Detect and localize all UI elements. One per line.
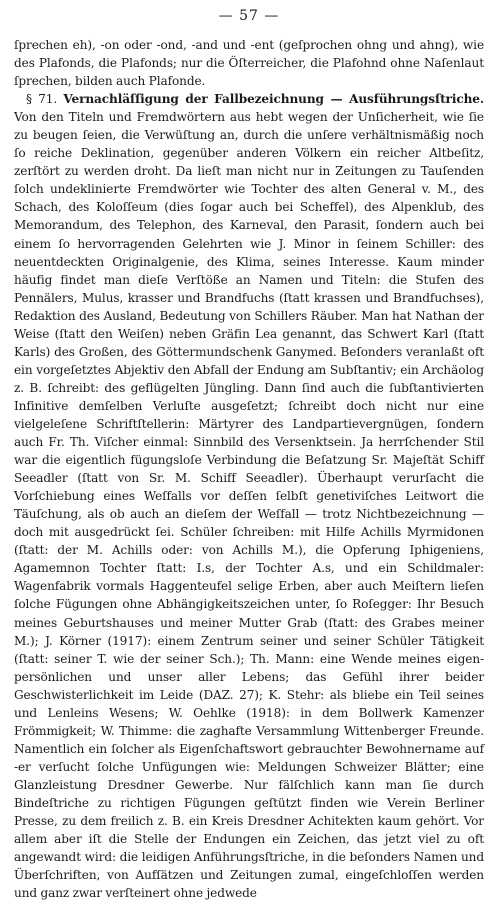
- section-paragraph: [14, 90, 484, 902]
- section-heading: Vernachläſſigung der Fallbezeichnung — Ausführungsſtriche.: [63, 92, 484, 107]
- page-body: [14, 36, 484, 902]
- section-number: § 71.: [26, 92, 58, 107]
- book-page: [14, 0, 484, 901]
- page-number: — 57 —: [218, 8, 280, 24]
- section-body: Von den Titeln und Fremdwörtern aus hebt wegen der Unſicherheit, wie ſie zu beugen ſeien, die Verwüſtung an, durch die unſere verhältnismäßig noch ſo reiche Deklination, gegenüber anderen Völkern ein reicher Altbeſitz, zerſtört zu werden droht. Da lieſt man nicht nur in Zeitungen zu Tauſenden ſolch undeklinierte Fremdwörter wie Tochter des alten General v. M., des Schach, des Koloſſeum (dies ſogar auch bei Scheffel), des Alpenklub, des Memorandum, des Telephon, des Karneval, den Parasit, ſondern auch bei einem ſo hervorragenden Gelehrten wie J. Minor in ſeinem Schiller: des neuentdeckten Originalgenie, des Klima, seines Interesse. Kaum minder häufig findet man dieſe Verſtöße an Namen und Titeln: die Stufen des Pennälers, Mulus, krasser und Brandfuchs (ſtatt krassen und Brandfuchses), Redaktion des Ausland, Bedeutung von Schillers Räuber. Man hat Nathan der Weise (ſtatt den Weiſen) neben Gräfin Lea genannt, das Schwert Karl (ſtatt Karls) des Großen, des Göttermundschenk Ganymed. Beſonders veranlaßt oft ein vorgeſetztes Abjektiv den Abfall der Endung am Subſtantiv; ein Archäolog z. B. ſchreibt: des geflügelten Jüngling. Dann ſind auch die ſubſtantivierten Infinitive demſelben Verluſte ausgeſetzt; ſchreibt doch nicht nur eine vielgeleſene Schriftſtellerin: Märtyrer des Landpartievergnügen, ſondern auch Fr. Th. Viſcher einmal: Sinnbild des Versenktsein. Ja herrſchender Stil war die eigentlich fügungsloſe Verbindung die Beſatzung Sr. Majeſtät Schiff Seeadler (ſtatt von Sr. M. Schiff Seeadler). Überhaupt verurſacht die Vorſchiebung eines Weſfalls vor deſſen ſelbſt genetiviſches Leitwort die Täuſchung, als ob auch an dieſem der Weſfall — trotz Nichtbezeichnung — doch mit ausgedrückt ſei. Schüler ſchreiben: mit Hilfe Achills Myrmidonen (ſtatt: der M. Achills oder: von Achills M.), die Opferung Iphigeniens, Agamemnon Tochter ſtatt: I.s, der Tochter A.s, und ein Schildmaler: Wagenfabrik vormals Haggenteufel selige Erben, aber auch Meiſtern lieſen ſolche Fügungen ohne Abhängigkeitszeichen unter, ſo Roſegger: Ihr Besuch meines Geburtshauses und meiner Mutter Grab (ſtatt: des Grabes meiner M.); J. Körner (1917): einem Zentrum seiner und seiner Schüler Tätigkeit (ſtatt: seiner T. wie der seiner Sch.); Th. Mann: eine Wende meines eigen-persönlichen und unser aller Lebens; das Gefühl ihrer beider Geschwisterlichkeit im Leide (DAZ. 27); K. Stehr: als bliebe ein Teil seines und Lenleins Wesens; W. Oehlke (1918): in dem Bollwerk Kamenzer Frömmigkeit; W. Thimme: die zaghafte Versammlung Wittenberger Freunde. Namentlich ein ſolcher als Eigenſchaftswort gebrauchter Bewohnername auf -er verſucht ſolche Unfügungen wie: Meldungen Schweizer Blätter; eine Glanzleistung Dresdner Gewerbe. Nur fälſchlich kann man ſie durch Bindeſtriche zu richtigen Fügungen geſtützt finden wie Verein Berliner Presse, zu dem freilich z. B. ein Kreis Dresdner Achitekten kaum gehört. Vor allem aber iſt die Stelle der Endungen ein Zeichen, das jetzt viel zu oft angewandt wird: die leidigen Anführungsſtriche, in die beſonders Namen und Überſchriften, von Aufſätzen und Zeitungen zumal, eingeſchloſſen werden und ganz zwar verſteinert ohne jedwede: [14, 110, 484, 901]
- paragraph-continuation: ſprechen eh), -on oder -ond, -and und -ent (geſprochen ohng und ahng), wie des Plafonds, die Plafonds; nur die Öſterreicher, die Plafohnd ohne Naſenlaut ſprechen, bilden auch Plafonde.: [14, 38, 484, 89]
